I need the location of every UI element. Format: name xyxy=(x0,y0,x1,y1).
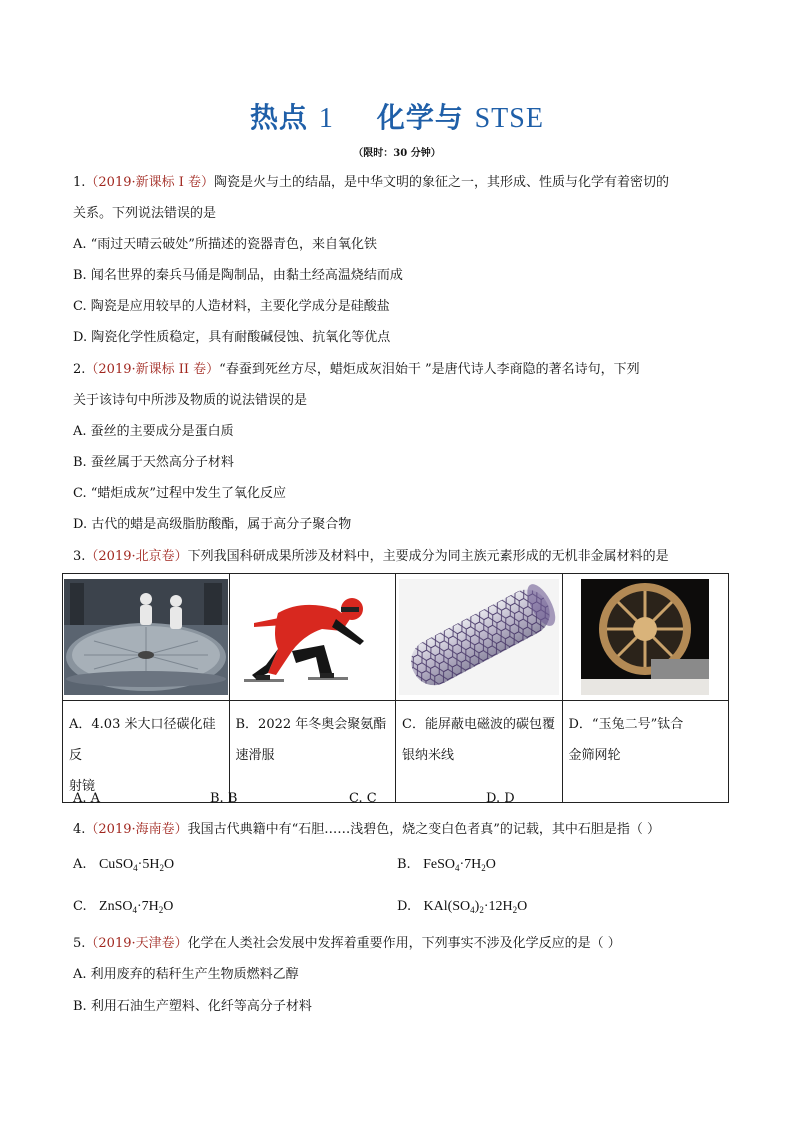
q3-image-cell-b xyxy=(229,574,396,701)
q4-number: 4. xyxy=(73,822,86,837)
q4-source: （2019·海南卷） xyxy=(85,822,188,837)
q2-stem-line2: 关于该诗句中所涉及物质的说法错误的是 xyxy=(73,393,308,408)
q2-option-c: C. “蜡炬成灰”过程中发生了氧化反应 xyxy=(73,486,287,501)
q4-option-c xyxy=(73,898,173,919)
q1-number: 1. xyxy=(73,175,86,190)
q3-image-cell-d xyxy=(562,574,729,701)
q4-stem-line1: 我国古代典籍中有“石胆……浅碧色，烧之变白色者真”的记载，其中石胆是指（ ） xyxy=(187,822,661,837)
q4-formula-b: $FeSO_4\cdot 7H_2O$ xyxy=(423,857,496,873)
q4-formula-d: $KAl(SO_4)_2\cdot 12H_2O$ xyxy=(423,899,528,915)
title-prefix: 热点 xyxy=(250,101,309,134)
speed-skater-photo-icon xyxy=(232,579,392,695)
q3-stem xyxy=(73,548,669,566)
q5-option-b: B. 利用石油生产塑料、化纤等高分子材料 xyxy=(73,999,312,1014)
q2-option-b: B. 蚕丝属于天然高分子材料 xyxy=(73,455,234,470)
q1-stem-line1: 陶瓷是火与土的结晶，是中华文明的象征之一，其形成、性质与化学有着密切的 xyxy=(214,175,670,190)
q1-option-d: D. 陶瓷化学性质稳定，具有耐酸碱侵蚀、抗氧化等优点 xyxy=(73,330,391,345)
q3-caption-c xyxy=(396,701,563,803)
q4-option-c-label: C. xyxy=(73,899,87,914)
q2-number: 2. xyxy=(73,362,86,377)
carbon-nanotube-photo-icon xyxy=(399,579,559,695)
q4-formula-c: $ZnSO_4\cdot 7H_2O$ xyxy=(99,899,174,915)
q4-option-a-label: A. xyxy=(73,857,87,872)
title-number: 1 xyxy=(318,103,334,134)
q3-image-table xyxy=(62,573,729,803)
q3-option-b: B. B xyxy=(210,791,238,806)
q1-option-c: C. 陶瓷是应用较早的人造材料，主要化学成分是硅酸盐 xyxy=(73,299,390,314)
q4-formula-a: $CuSO_4\cdot 5H_2O$ xyxy=(98,857,175,873)
q3-stem-line1: 下列我国科研成果所涉及材料中，主要成分为同主族元素形成的无机非金属材料的是 xyxy=(187,549,669,564)
q2-option-d: D. 古代的蜡是高级脂肪酸酯，属于高分子聚合物 xyxy=(73,517,352,532)
q4-option-a xyxy=(73,856,174,877)
q3-source: （2019·北京卷） xyxy=(85,549,188,564)
q3-caption-d xyxy=(562,701,729,803)
q1-option-a: A. “雨过天晴云破处”所描述的瓷器青色，来自氧化铁 xyxy=(73,237,377,252)
page-title xyxy=(0,96,794,136)
q3-caption-c-line1: C．能屏蔽电磁波的碳包覆 xyxy=(402,717,555,732)
q5-number: 5. xyxy=(73,936,86,951)
q4-option-b xyxy=(397,856,496,877)
q3-caption-b-line1: B．2022 年冬奥会聚氨酯 xyxy=(235,717,387,732)
q3-caption-c-line2: 银纳米线 xyxy=(402,748,455,763)
q1-stem xyxy=(73,174,669,192)
title-stse: STSE xyxy=(474,103,544,134)
time-limit: （限时：30 分钟） xyxy=(353,148,441,159)
q3-caption-b xyxy=(229,701,396,803)
q5-stem xyxy=(73,935,621,953)
q2-stem xyxy=(73,361,640,379)
q4-option-b-label: B. xyxy=(397,857,411,872)
q3-image-cell-a xyxy=(63,574,230,701)
q3-caption-a xyxy=(63,701,230,803)
q3-caption-d-line2: 金筛网轮 xyxy=(568,748,621,763)
q1-option-b: B. 闻名世界的秦兵马俑是陶制品，由黏土经高温烧结而成 xyxy=(73,268,403,283)
q4-option-d xyxy=(397,898,527,919)
q2-option-a: A. 蚕丝的主要成分是蛋白质 xyxy=(73,424,234,439)
q4-stem xyxy=(73,821,660,839)
q4-option-d-label: D. xyxy=(397,899,412,914)
q1-stem-line2: 关系。下列说法错误的是 xyxy=(73,206,217,221)
q3-caption-b-line2: 速滑服 xyxy=(235,748,275,763)
q5-source: （2019·天津卷） xyxy=(85,936,188,951)
title-main: 化学与 xyxy=(376,101,464,134)
q3-option-d: D. D xyxy=(486,791,515,806)
q5-stem-line1: 化学在人类社会发展中发挥着重要作用，下列事实不涉及化学反应的是（ ） xyxy=(187,936,621,951)
q3-caption-a-line1: A．4.03 米大口径碳化硅反 xyxy=(69,717,216,763)
q3-option-a: A. A xyxy=(73,791,101,806)
q1-source: （2019·新课标 I 卷） xyxy=(85,175,215,190)
lunar-rover-wheel-photo-icon xyxy=(581,579,709,695)
q3-number: 3. xyxy=(73,549,86,564)
q3-caption-d-line1: D．“玉兔二号”钛合 xyxy=(568,717,684,732)
q3-caption-a-line2: 射镜 xyxy=(69,779,96,794)
q2-source: （2019·新课标 II 卷） xyxy=(85,362,220,377)
q2-stem-line1: “春蚕到死丝方尽，蜡炬成灰泪始干 ”是唐代诗人李商隐的著名诗句，下列 xyxy=(219,362,640,377)
q5-option-a: A. 利用废弃的秸秆生产生物质燃料乙醇 xyxy=(73,967,299,982)
q3-option-c: C. C xyxy=(349,791,377,806)
q3-image-cell-c xyxy=(396,574,563,701)
silicon-carbide-mirror-photo-icon xyxy=(64,579,228,695)
